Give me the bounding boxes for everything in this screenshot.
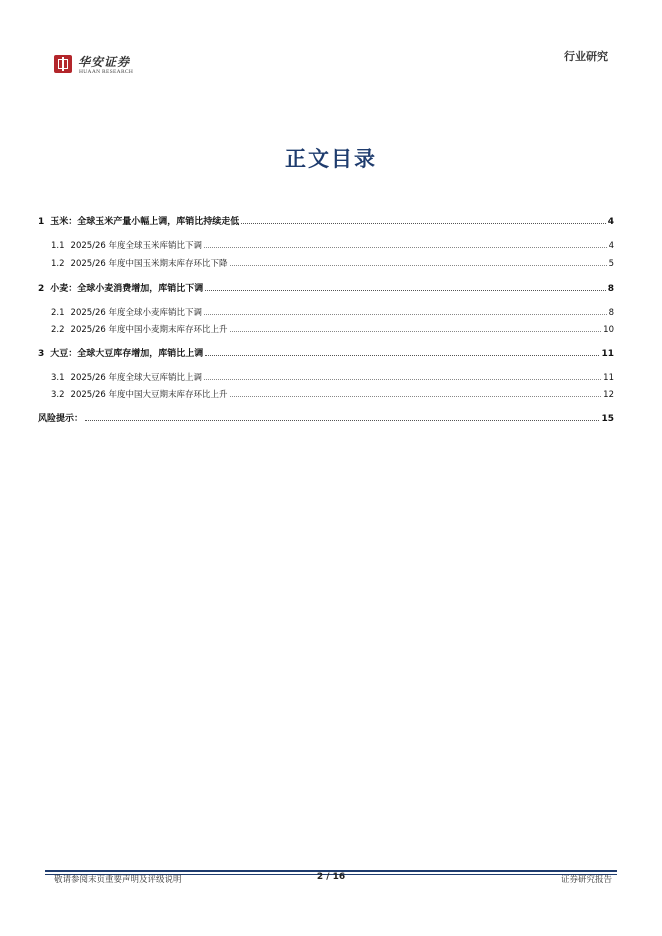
page-header [0,0,662,90]
toc-text: 小麦：全球小麦消费增加，库销比下调 [50,284,204,294]
toc-page: 15 [601,414,614,424]
toc-text: 2025/26 年度中国大豆期末库存环比上升 [70,390,228,400]
toc-leader [204,305,607,315]
toc-number: 1.1 [51,241,65,251]
toc-page: 12 [603,390,614,400]
toc-text: 2025/26 年度全球玉米库销比下调 [70,241,203,251]
toc-page: 8 [607,284,614,294]
toc-leader [230,256,607,266]
toc-entry[interactable] [38,305,614,319]
toc-leader [204,370,601,380]
logo-icon [54,55,72,73]
toc-entry[interactable] [38,370,614,384]
toc-leader [204,238,607,248]
logo-name: 华安证券 [78,55,131,69]
footer-report-label: 证券研究报告 [560,875,612,885]
toc-entry[interactable] [38,411,614,425]
page-title: 正文目录 [285,146,377,171]
toc-entry[interactable] [38,214,614,228]
toc-number: 3.1 [51,373,65,383]
toc-text: 玉米：全球玉米产量小幅上调，库销比持续走低 [50,217,240,227]
toc-leader [85,411,599,421]
toc-number: 1 [38,217,45,227]
toc-leader [205,346,599,356]
toc-leader [241,214,605,224]
toc-text: 2025/26 年度全球大豆库销比上调 [70,373,203,383]
toc-page: 11 [603,373,614,383]
toc-number: 3 [38,349,45,359]
toc-page: 4 [608,241,614,251]
toc-page: 4 [607,217,614,227]
toc-number: 3.2 [51,390,65,400]
toc-leader [230,387,602,397]
toc-page: 5 [608,259,614,269]
page-number: 2 / 16 [316,872,346,882]
toc-page: 11 [601,349,614,359]
toc-number: 2.1 [51,308,65,318]
toc-text: 2025/26 年度中国玉米期末库存环比下降 [70,259,228,269]
toc-entry[interactable] [38,346,614,360]
toc-entry[interactable] [38,322,614,336]
toc-entry[interactable] [38,281,614,295]
toc-leader [230,322,602,332]
toc-text: 2025/26 年度全球小麦库销比下调 [70,308,203,318]
toc-page: 8 [608,308,614,318]
toc-text: 风险提示： [38,414,84,424]
toc-text: 2025/26 年度中国小麦期末库存环比上升 [70,325,228,335]
toc-entry[interactable] [38,238,614,252]
toc-text: 大豆：全球大豆库存增加，库销比上调 [50,349,204,359]
toc-page: 10 [603,325,614,335]
logo-subtitle: HUAAN RESEARCH [79,69,134,75]
toc-leader [205,281,605,291]
toc-number: 1.2 [51,259,65,269]
footer-disclaimer: 敬请参阅末页重要声明及评级说明 [54,875,182,885]
toc-entry[interactable] [38,256,614,270]
toc-number: 2 [38,284,45,294]
toc-entry[interactable] [38,387,614,401]
toc-number: 2.2 [51,325,65,335]
report-type: 行业研究 [564,50,608,63]
